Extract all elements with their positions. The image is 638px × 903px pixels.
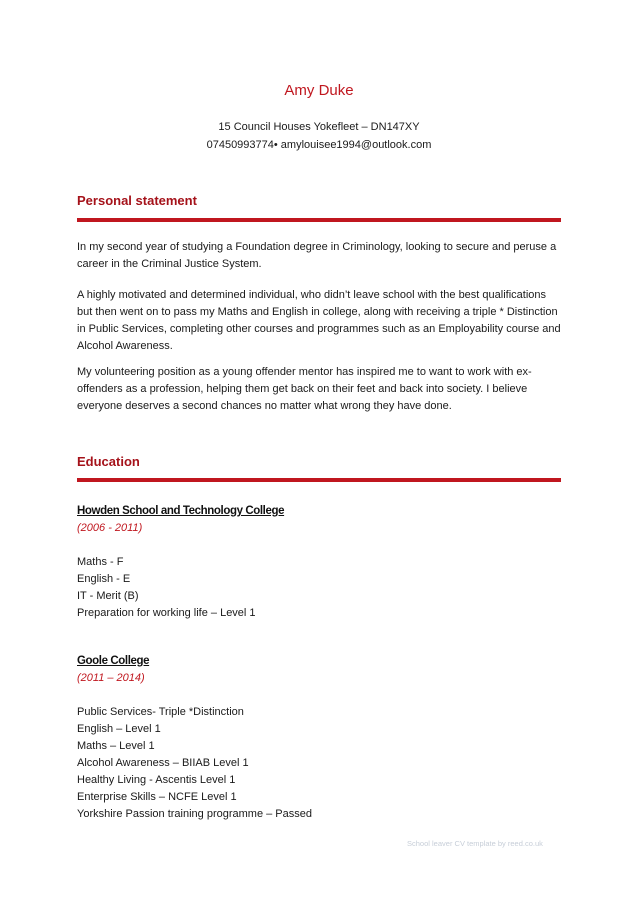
statement-paragraph: My volunteering position as a young offender mentor has inspired me to want to work with ex-offenders as a profession, helping them get back on their feet and back into society. I believe everyone deserves a second chances no matter what wrong they have done. — [77, 366, 532, 412]
template-credit-note: School leaver CV template by reed.co.uk — [407, 839, 543, 848]
school-years: (2011 – 2014) — [77, 672, 145, 684]
grade-item: Public Services- Triple *Distinction — [77, 706, 244, 718]
spacer — [77, 687, 563, 704]
grade-item: Maths - F — [77, 556, 124, 568]
statement-paragraph: In my second year of studying a Foundation degree in Criminology, looking to secure and peruse a career in the Criminal Justice System. — [77, 241, 557, 270]
grade-item: Alcohol Awareness – BIIAB Level 1 — [77, 757, 249, 769]
grade-item: English - E — [77, 573, 131, 585]
grades-list — [77, 554, 563, 622]
candidate-name: Amy Duke — [284, 82, 354, 99]
education-entry — [77, 653, 563, 823]
grade-item: IT - Merit (B) — [77, 590, 139, 602]
education-heading: Education — [77, 454, 140, 469]
statement-paragraph: A highly motivated and determined individual, who didn’t leave school with the best qualifications but then went on to pass my Maths and English in college, along with receiving a triple * Distinction in Public Services, completing other courses and programmes such as an Employability course and Alcohol Awareness. — [77, 289, 561, 352]
grade-item: Yorkshire Passion training programme – Passed — [77, 808, 312, 820]
section-divider — [77, 478, 561, 482]
spacer — [77, 537, 563, 554]
grade-item: Maths – Level 1 — [77, 740, 155, 752]
personal-statement-heading: Personal statement — [77, 193, 197, 208]
cv-header — [0, 81, 638, 154]
school-name: Howden School and Technology College — [77, 505, 285, 517]
grade-item: Healthy Living - Ascentis Level 1 — [77, 774, 236, 786]
section-divider — [77, 218, 561, 222]
education-entry — [77, 503, 563, 622]
grade-item: English – Level 1 — [77, 723, 161, 735]
grade-item: Enterprise Skills – NCFE Level 1 — [77, 791, 237, 803]
grades-list — [77, 704, 563, 823]
school-years: (2006 - 2011) — [77, 522, 143, 534]
contact-line: 07450993774• amylouisee1994@outlook.com — [206, 139, 432, 151]
grade-item: Preparation for working life – Level 1 — [77, 607, 256, 619]
address-line: 15 Council Houses Yokefleet – DN147XY — [218, 121, 420, 133]
school-name: Goole College — [77, 655, 150, 667]
